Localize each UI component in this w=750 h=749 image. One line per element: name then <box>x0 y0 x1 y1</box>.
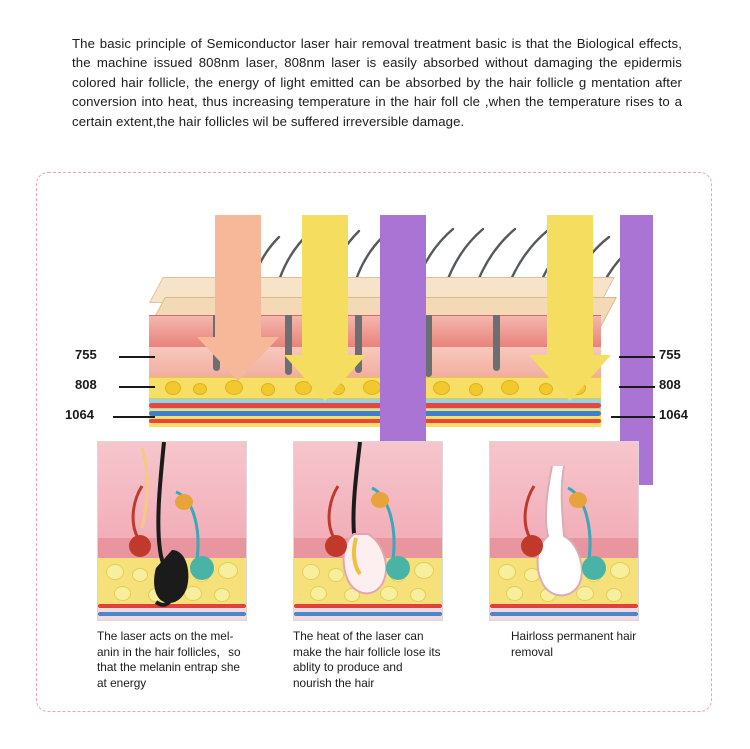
wavelength-leader-755-left <box>119 356 155 358</box>
card-permanent-caption: Hairloss permanent hair removal <box>511 629 637 659</box>
wavelength-label-808-right: 808 <box>659 377 681 392</box>
wavelength-label-1064-right: 1064 <box>659 407 688 422</box>
card-melanin-image <box>97 441 247 621</box>
card-heat <box>293 441 441 691</box>
wavelength-label-755-right: 755 <box>659 347 681 362</box>
wavelength-label-808-left: 808 <box>75 377 97 392</box>
card-heat-graphic <box>294 442 442 620</box>
card-melanin <box>97 441 245 691</box>
arrow-yellow-right <box>529 215 611 401</box>
wavelength-label-1064-left: 1064 <box>65 407 94 422</box>
card-permanent-graphic <box>490 442 638 620</box>
card-heat-caption: The heat of the laser can make the hair follicle lose its ablity to produce and nourish the hair <box>293 629 441 690</box>
wavelength-leader-755-right <box>619 356 655 358</box>
wavelength-leader-1064-left <box>113 416 155 418</box>
wavelength-label-755-left: 755 <box>75 347 97 362</box>
intro-paragraph: The basic principle of Semiconductor laser hair removal treatment basic is that the Biological effects, the machine issued 808nm laser, 808nm laser is easily absorbed without damaging the epidermis colored hair follicle, the energy of light emitted can be absorbed by the hair follicle g mentation after conversion into heat, thus increasing temperature in the hair foll cle ,when the temperature rises to a certain extent,the hair follicles wil be suffered irreversible damage. <box>72 36 682 129</box>
arrow-peach-755 <box>197 215 279 381</box>
card-permanent-image <box>489 441 639 621</box>
arrow-yellow-left <box>284 215 366 401</box>
wavelength-leader-1064-right <box>611 416 655 418</box>
card-heat-image <box>293 441 443 621</box>
card-melanin-caption: The laser acts on the mel-anin in the hair follicles，so that the melanin entrap she at energy <box>97 629 241 690</box>
card-melanin-graphic <box>98 442 246 620</box>
stage-cards <box>97 441 657 691</box>
card-permanent <box>489 441 637 660</box>
diagram-panel <box>36 172 712 712</box>
wavelength-leader-808-left <box>119 386 155 388</box>
wavelength-leader-808-right <box>619 386 655 388</box>
